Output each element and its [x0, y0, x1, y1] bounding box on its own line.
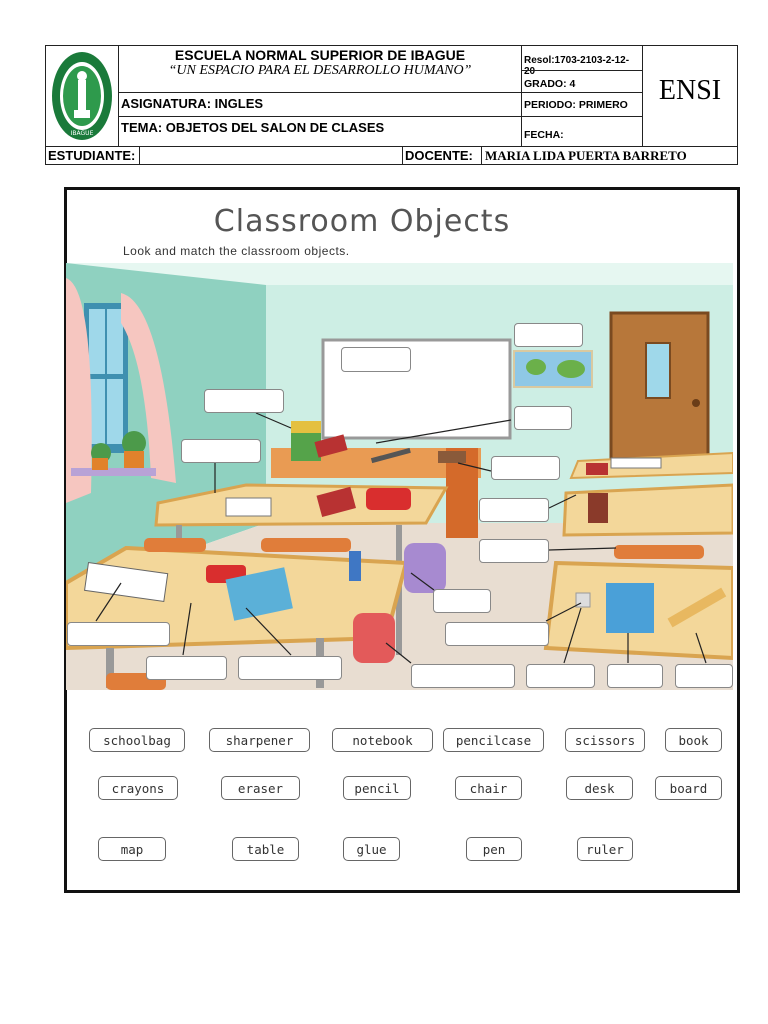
word-pen[interactable]: pen: [466, 837, 522, 861]
answer-box-2[interactable]: [514, 323, 583, 347]
word-table[interactable]: table: [232, 837, 299, 861]
answer-box-6[interactable]: [491, 456, 560, 480]
answer-box-1[interactable]: [341, 347, 411, 372]
answer-box-3[interactable]: [204, 389, 284, 413]
word-desk[interactable]: desk: [566, 776, 633, 800]
answer-box-11[interactable]: [67, 622, 170, 646]
word-chair[interactable]: chair: [455, 776, 522, 800]
grade: GRADO: 4: [521, 70, 643, 93]
word-schoolbag[interactable]: schoolbag: [89, 728, 185, 752]
teacher-name: MARIA LIDA PUERTA BARRETO: [481, 146, 738, 165]
word-ruler[interactable]: ruler: [577, 837, 633, 861]
word-board[interactable]: board: [655, 776, 722, 800]
answer-box-14[interactable]: [411, 664, 515, 688]
topic: TEMA: OBJETOS DEL SALON DE CLASES: [118, 116, 522, 147]
header-table: [45, 45, 738, 165]
answer-box-7[interactable]: [479, 498, 549, 522]
student-field[interactable]: [139, 146, 403, 165]
answer-box-17[interactable]: [675, 664, 733, 688]
answer-box-5[interactable]: [181, 439, 261, 463]
student-label: ESTUDIANTE:: [45, 146, 140, 165]
word-glue[interactable]: glue: [343, 837, 400, 861]
answer-box-4[interactable]: [514, 406, 572, 430]
word-sharpener[interactable]: sharpener: [209, 728, 310, 752]
word-pencilcase[interactable]: pencilcase: [443, 728, 544, 752]
teacher-label: DOCENTE:: [402, 146, 482, 165]
answer-box-13[interactable]: [238, 656, 342, 680]
school-cell: [118, 45, 522, 93]
school-logo: [50, 50, 114, 142]
school-motto: “UN ESPACIO PARA EL DESARROLLO HUMANO”: [168, 63, 472, 78]
worksheet-title: Classroom Objects: [213, 204, 511, 239]
answer-box-10[interactable]: [445, 622, 549, 646]
school-name: ESCUELA NORMAL SUPERIOR DE IBAGUE: [174, 47, 466, 63]
answer-box-16[interactable]: [607, 664, 663, 688]
resolution: Resol:1703-2103-2-12-20: [521, 45, 643, 71]
word-scissors[interactable]: scissors: [565, 728, 645, 752]
subject: ASIGNATURA: INGLES: [118, 92, 522, 117]
word-map[interactable]: map: [98, 837, 166, 861]
school-logo-cell: [45, 45, 119, 147]
period: PERIODO: PRIMERO: [521, 92, 643, 117]
answer-box-12[interactable]: [146, 656, 227, 680]
date-label: FECHA:: [521, 116, 643, 147]
word-notebook[interactable]: notebook: [332, 728, 433, 752]
acronym: ENSI: [642, 45, 738, 147]
answer-box-8[interactable]: [479, 539, 549, 563]
answer-box-15[interactable]: [526, 664, 595, 688]
word-crayons[interactable]: crayons: [98, 776, 178, 800]
worksheet-instruction: Look and match the classroom objects.: [123, 244, 350, 258]
answer-box-9[interactable]: [433, 589, 491, 613]
word-pencil[interactable]: pencil: [343, 776, 411, 800]
word-eraser[interactable]: eraser: [221, 776, 300, 800]
word-book[interactable]: book: [665, 728, 722, 752]
svg-text:IBAGUE: IBAGUE: [70, 130, 94, 137]
